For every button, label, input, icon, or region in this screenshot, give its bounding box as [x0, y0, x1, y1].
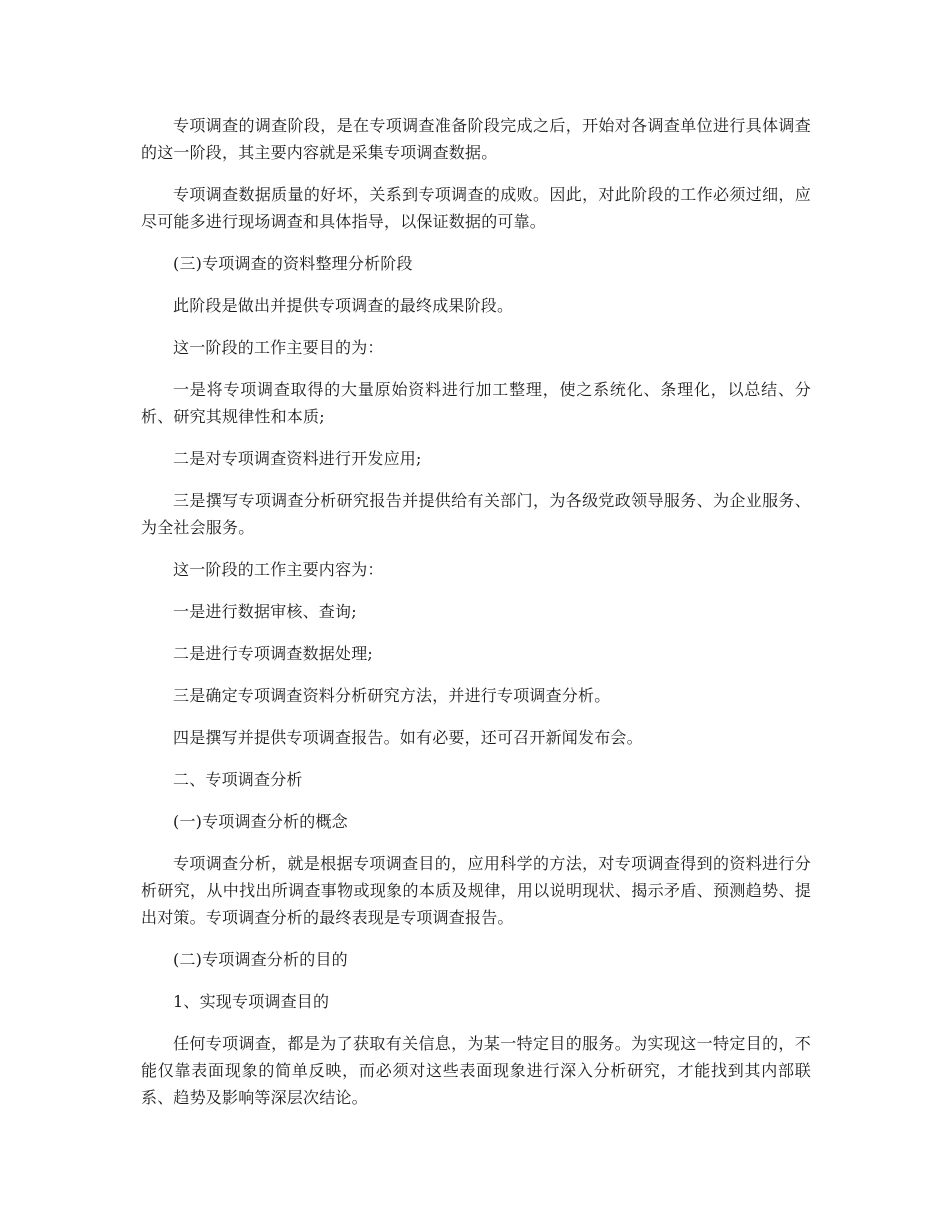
paragraph-purpose-two: 二是对专项调查资料进行开发应用; [173, 449, 422, 468]
paragraph-purpose-three: 三是撰写专项调查分析研究报告并提供给有关部门，为各级党政领导服务、为企业服务、为全社会服务。 [141, 491, 811, 537]
paragraph-main-content-intro: 这一阶段的工作主要内容为： [173, 560, 384, 579]
paragraph-content-four: 四是撰写并提供专项调查报告。如有必要，还可召开新闻发布会。 [173, 728, 643, 747]
document-body [141, 112, 811, 1126]
paragraph-content-one: 一是进行数据审核、查询; [173, 602, 357, 621]
heading-analysis-purpose: (二)专项调查分析的目的 [173, 950, 348, 969]
paragraph-content-three: 三是确定专项调查资料分析研究方法，并进行专项调查分析。 [173, 686, 611, 705]
heading-analysis-concept: (一)专项调查分析的概念 [173, 812, 348, 831]
heading-processing-stage: (三)专项调查的资料整理分析阶段 [173, 254, 413, 273]
heading-achieve-goal: 1、实现专项调查目的 [173, 992, 330, 1011]
paragraph-final-stage: 此阶段是做出并提供专项调查的最终成果阶段。 [173, 296, 514, 315]
paragraph-analysis-definition: 专项调查分析，就是根据专项调查目的，应用科学的方法，对专项调查得到的资料进行分析研究，从中找出所调查事物或现象的本质及规律，用以说明现状、揭示矛盾、预测趋势、提出对策。专项调查分析的最终表现是专项调查报告。 [141, 854, 811, 927]
paragraph-purpose-one: 一是将专项调查取得的大量原始资料进行加工整理，使之系统化、条理化，以总结、分析、研究其规律性和本质; [141, 380, 811, 426]
paragraph-data-quality: 专项调查数据质量的好坏，关系到专项调查的成败。因此，对此阶段的工作必须过细，应尽可能多进行现场调查和具体指导，以保证数据的可靠。 [141, 185, 811, 231]
paragraph-survey-stage: 专项调查的调查阶段，是在专项调查准备阶段完成之后，开始对各调查单位进行具体调查的这一阶段，其主要内容就是采集专项调查数据。 [141, 116, 811, 162]
heading-section-two: 二、专项调查分析 [173, 770, 303, 789]
paragraph-achieve-goal: 任何专项调查，都是为了获取有关信息，为某一特定目的服务。为实现这一特定目的，不能仅靠表面现象的简单反映，而必须对这些表面现象进行深入分析研究，才能找到其内部联系、趋势及影响等深层次结论。 [141, 1034, 811, 1107]
paragraph-main-purpose-intro: 这一阶段的工作主要目的为： [173, 338, 384, 357]
paragraph-content-two: 二是进行专项调查数据处理; [173, 644, 373, 663]
